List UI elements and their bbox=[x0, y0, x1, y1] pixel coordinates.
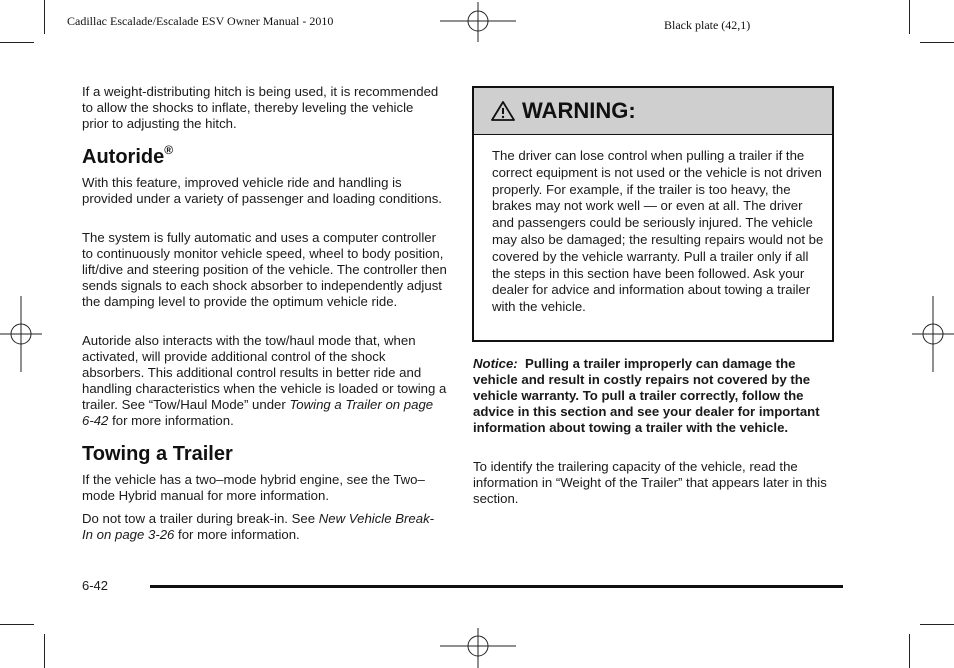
crop-mark bbox=[44, 0, 45, 34]
crop-mark bbox=[920, 624, 954, 625]
autoride-heading: Autoride® bbox=[82, 143, 174, 168]
crop-mark bbox=[909, 634, 910, 668]
crop-mark bbox=[0, 42, 34, 43]
crop-mark bbox=[909, 0, 910, 34]
warning-label: WARNING: bbox=[522, 98, 636, 123]
tow-haul-reference-link[interactable]: Towing a Trailer on page 6-42 bbox=[82, 397, 434, 429]
registration-target-icon bbox=[440, 2, 516, 42]
registered-mark: ® bbox=[164, 143, 174, 157]
intro-paragraph: If a weight-distributing hitch is being used, it is recommended to allow the shocks to inflate, thereby leveling the vehicle prior to adjusting the hitch. bbox=[82, 84, 439, 132]
towing-paragraph-2: Do not tow a trailer during break-in. See New Vehicle Break-In on page 3-26 for more information. bbox=[82, 511, 435, 543]
warning-text: The driver can lose control when pulling a trailer if the correct equipment is not used or the vehicle is not driven properly. For example, if the trailer is too heavy, the brakes may not work well — or even at all. The driver and passengers could be seriously injured. The vehicle may also be damaged; the resulting repairs would not be covered by the vehicle warranty. Pull a trailer only if all the steps in this section have been followed. Ask your dealer for advice and information about towing a trailer with the vehicle. bbox=[492, 148, 824, 315]
registration-target-icon bbox=[440, 628, 516, 668]
plate-label: Black plate (42,1) bbox=[664, 18, 751, 32]
crop-mark bbox=[44, 634, 45, 668]
capacity-paragraph: To identify the trailering capacity of the vehicle, read the information in “Weight of the Trailer” that appears later in this section. bbox=[473, 459, 827, 507]
notice-label: Notice: bbox=[473, 356, 518, 371]
autoride-paragraph-1: With this feature, improved vehicle ride and handling is provided under a variety of passenger and loading conditions. bbox=[82, 175, 442, 207]
autoride-paragraph-2: The system is fully automatic and uses a computer controller to continuously monitor vehicle speed, wheel to body position, lift/dive and steering position of the vehicle. The controller then sends signals to each shock absorber to independently adjust the damping level to provide the optimum vehicle ride. bbox=[82, 230, 447, 310]
manual-title: Cadillac Escalade/Escalade ESV Owner Manual - 2010 bbox=[67, 14, 334, 28]
registration-target-icon bbox=[912, 296, 954, 372]
registration-target-icon bbox=[0, 296, 42, 372]
notice-paragraph: Notice: Pulling a trailer improperly can damage the vehicle and result in costly repairs not covered by the vehicle warranty. To pull a trailer correctly, follow the advice in this section and see your dealer for important information about towing a trailer with the vehicle. bbox=[473, 356, 820, 436]
crop-mark bbox=[0, 624, 34, 625]
warning-box bbox=[472, 86, 834, 342]
break-in-reference-link[interactable]: New Vehicle Break-In on page 3-26 bbox=[82, 511, 435, 543]
page-number: 6-42 bbox=[82, 578, 109, 593]
footer-rule bbox=[150, 585, 843, 588]
autoride-paragraph-3: Autoride also interacts with the tow/haul mode that, when activated, will provide additional control of the shock absorbers. This additional control results in better ride and handling characteristics when the vehicle is loaded or towing a trailer. See “Tow/Haul Mode” under Towing a Trailer on page 6-42 for more information. bbox=[82, 333, 447, 429]
crop-mark bbox=[920, 42, 954, 43]
warning-header bbox=[474, 88, 832, 135]
warning-triangle-icon bbox=[490, 100, 516, 122]
towing-heading: Towing a Trailer bbox=[82, 443, 233, 465]
towing-paragraph-1: If the vehicle has a two–mode hybrid engine, see the Two–mode Hybrid manual for more information. bbox=[82, 472, 425, 504]
